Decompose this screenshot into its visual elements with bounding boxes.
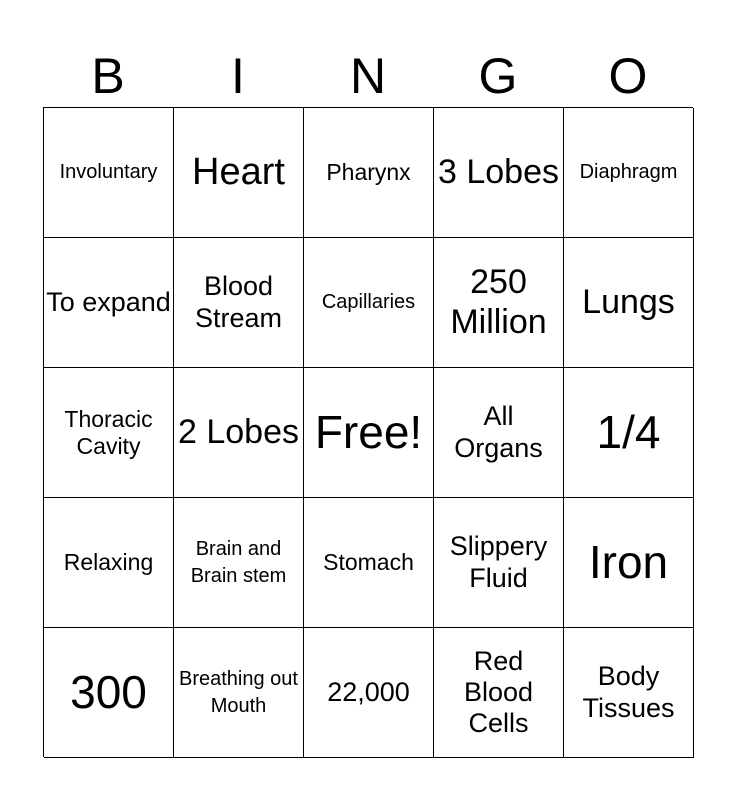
bingo-header xyxy=(43,46,693,106)
bingo-cell[interactable]: All Organs xyxy=(434,368,564,498)
bingo-cell[interactable]: Iron xyxy=(564,498,694,628)
bingo-cell[interactable]: Slippery Fluid xyxy=(434,498,564,628)
bingo-cell[interactable]: 300 xyxy=(44,628,174,758)
bingo-cell[interactable]: Diaphragm xyxy=(564,108,694,238)
bingo-cell[interactable]: To expand xyxy=(44,238,174,368)
bingo-cell[interactable]: 3 Lobes xyxy=(434,108,564,238)
bingo-board xyxy=(43,107,693,757)
bingo-cell[interactable]: Breathing out Mouth xyxy=(174,628,304,758)
bingo-cell[interactable]: 1/4 xyxy=(564,368,694,498)
header-letter-n: N xyxy=(349,48,387,104)
bingo-cell[interactable]: Pharynx xyxy=(304,108,434,238)
bingo-cell[interactable]: Red Blood Cells xyxy=(434,628,564,758)
bingo-cell[interactable]: Heart xyxy=(174,108,304,238)
bingo-cell[interactable]: Relaxing xyxy=(44,498,174,628)
header-letter-b: B xyxy=(91,48,125,104)
bingo-cell[interactable]: 2 Lobes xyxy=(174,368,304,498)
bingo-cell[interactable]: Brain and Brain stem xyxy=(174,498,304,628)
bingo-cell[interactable]: Body Tissues xyxy=(564,628,694,758)
header-letter-i: I xyxy=(231,48,245,104)
bingo-cell[interactable]: Capillaries xyxy=(304,238,434,368)
header-letter-g: G xyxy=(478,48,518,104)
free-space-cell[interactable]: Free! xyxy=(304,368,434,498)
bingo-cell[interactable]: Thoracic Cavity xyxy=(44,368,174,498)
header-letter-o: O xyxy=(608,48,648,104)
bingo-cell[interactable]: Lungs xyxy=(564,238,694,368)
bingo-cell[interactable]: Involuntary xyxy=(44,108,174,238)
bingo-cell[interactable]: 250 Million xyxy=(434,238,564,368)
bingo-cell[interactable]: Stomach xyxy=(304,498,434,628)
bingo-cell[interactable]: 22,000 xyxy=(304,628,434,758)
bingo-cell[interactable]: Blood Stream xyxy=(174,238,304,368)
